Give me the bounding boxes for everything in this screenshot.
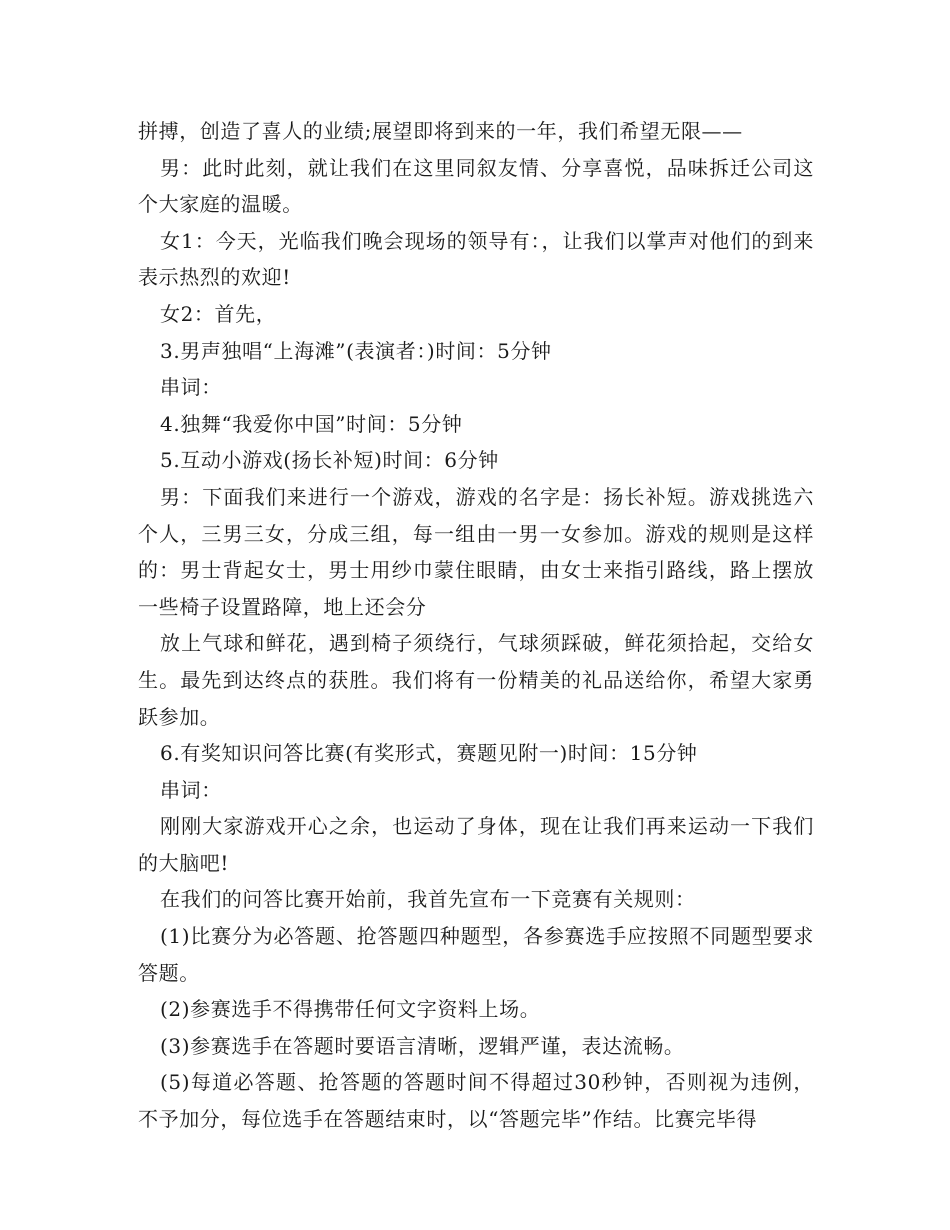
paragraph: (1)比赛分为必答题、抢答题四种题型，各参赛选手应按照不同题型要求答题。 bbox=[138, 924, 814, 985]
paragraph: 6.有奖知识问答比赛(有奖形式，赛题见附一)时间：15分钟 bbox=[160, 741, 698, 766]
paragraph: 女1：今天，光临我们晚会现场的领导有：，让我们以掌声对他们的到来表示热烈的欢迎! bbox=[138, 228, 814, 290]
paragraph: (5)每道必答题、抢答题的答题时间不得超过30秒钟，否则视为违例，不予加分，每位选手在答题结束时，以“答题完毕”作结。比赛完毕得 bbox=[138, 1070, 814, 1132]
paragraph: (2)参赛选手不得携带任何文字资料上场。 bbox=[160, 997, 541, 1022]
paragraph: (3)参赛选手在答题时要语言清晰，逻辑严谨，表达流畅。 bbox=[160, 1033, 685, 1058]
paragraph: 4.独舞“我爱你中国”时间：5分钟 bbox=[160, 411, 463, 436]
paragraph: 男：此时此刻，就让我们在这里同叙友情、分享喜悦，品味拆迁公司这个大家庭的温暖。 bbox=[138, 155, 814, 217]
paragraph: 刚刚大家游戏开心之余，也运动了身体，现在让我们再来运动一下我们的大脑吧! bbox=[138, 814, 814, 875]
paragraph: 3.男声独唱“上海滩”(表演者：)时间：5分钟 bbox=[160, 338, 552, 363]
paragraph: 串词： bbox=[160, 777, 222, 802]
paragraph: 串词： bbox=[160, 375, 222, 400]
paragraph: 在我们的问答比赛开始前，我首先宣布一下竞赛有关规则： bbox=[160, 887, 696, 912]
paragraph: 5.互动小游戏(扬长补短)时间：6分钟 bbox=[160, 448, 499, 473]
document-body bbox=[138, 113, 814, 1138]
paragraph: 拼搏，创造了喜人的业绩;展望即将到来的一年，我们希望无限—— bbox=[138, 119, 743, 143]
paragraph: 女2：首先， bbox=[160, 301, 277, 326]
paragraph: 放上气球和鲜花，遇到椅子须绕行，气球须踩破，鲜花须拾起，交给女生。最先到达终点的获胜。我们将有一份精美的礼品送给你，希望大家勇跃参加。 bbox=[138, 631, 814, 729]
paragraph: 男：下面我们来进行一个游戏，游戏的名字是：扬长补短。游戏挑选六个人，三男三女，分成三组，每一组由一男一女参加。游戏的规则是这样的：男士背起女士，男士用纱巾蒙住眼睛，由女士来指引路线，路上摆放一些椅子设置路障，地上还会分 bbox=[138, 484, 814, 619]
